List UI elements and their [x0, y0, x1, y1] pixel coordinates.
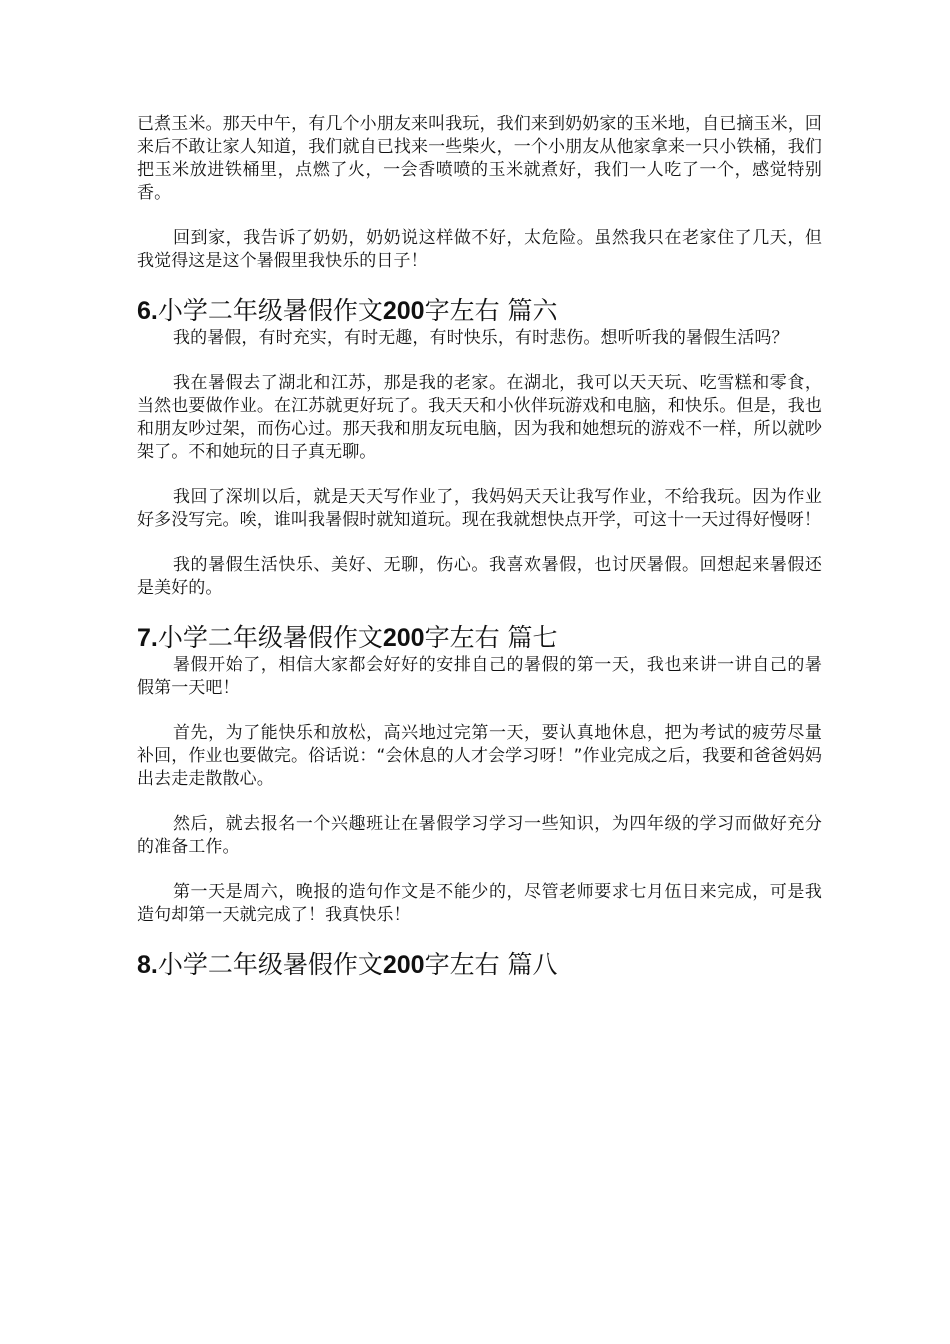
section-heading-7 [137, 622, 822, 654]
section-heading-6 [137, 295, 822, 327]
section-7-paragraph-4: 第一天是周六，晚报的造句作文是不能少的，尽管老师要求七月伍日来完成，可是我造句却第一天就完成了！我真快乐！ [137, 882, 822, 925]
section-count: 200 [382, 951, 425, 979]
section-title: 小学二年级暑假作文 [157, 296, 383, 325]
section-number: 6. [137, 297, 158, 325]
section-title: 小学二年级暑假作文 [157, 623, 383, 652]
section-heading-8 [137, 949, 822, 981]
section-count: 200 [382, 297, 425, 325]
section-number: 7. [137, 624, 158, 652]
section-title: 小学二年级暑假作文 [157, 950, 383, 979]
section-7-paragraph-2: 首先，为了能快乐和放松，高兴地过完第一天，要认真地休息，把为考试的疲劳尽量补回，作业也要做完。俗话说：“会休息的人才会学习呀！”作业完成之后，我要和爸爸妈妈出去走走散散心。 [137, 723, 822, 789]
document-content [137, 113, 822, 981]
section-number: 8. [137, 951, 158, 979]
section-suffix: 字左右 篇八 [424, 950, 558, 979]
section-suffix: 字左右 篇七 [424, 623, 558, 652]
intro-paragraph-2: 回到家，我告诉了奶奶，奶奶说这样做不好，太危险。虽然我只在老家住了几天，但我觉得这是这个暑假里我快乐的日子！ [137, 228, 822, 271]
intro-paragraph-1: 已煮玉米。那天中午，有几个小朋友来叫我玩，我们来到奶奶家的玉米地，自已摘玉米，回来后不敢让家人知道，我们就自已找来一些柴火，一个小朋友从他家拿来一只小铁桶，我们把玉米放进铁桶里，点燃了火，一会香喷喷的玉米就煮好，我们一人吃了一个，感觉特别香。 [137, 114, 822, 203]
section-7-paragraph-3: 然后，就去报名一个兴趣班让在暑假学习学习一些知识，为四年级的学习而做好充分的准备工作。 [137, 814, 822, 857]
section-6-paragraph-3: 我回了深圳以后，就是天天写作业了，我妈妈天天让我写作业，不给我玩。因为作业好多没写完。唉，谁叫我暑假时就知道玩。现在我就想快点开学，可这十一天过得好慢呀！ [137, 487, 822, 530]
section-6-paragraph-4: 我的暑假生活快乐、美好、无聊，伤心。我喜欢暑假，也讨厌暑假。回想起来暑假还是美好的。 [137, 555, 822, 598]
section-count: 200 [382, 624, 425, 652]
section-7-paragraph-1: 暑假开始了，相信大家都会好好的安排自己的暑假的第一天，我也来讲一讲自己的暑假第一天吧！ [137, 655, 822, 698]
section-6-paragraph-1: 我的暑假，有时充实，有时无趣，有时快乐，有时悲伤。想听听我的暑假生活吗？ [173, 328, 789, 348]
section-suffix: 字左右 篇六 [424, 296, 558, 325]
section-6-paragraph-2: 我在暑假去了湖北和江苏，那是我的老家。在湖北，我可以天天玩、吃雪糕和零食，当然也要做作业。在江苏就更好玩了。我天天和小伙伴玩游戏和电脑，和快乐。但是，我也和朋友吵过架，而伤心过。那天我和朋友玩电脑，因为我和她想玩的游戏不一样，所以就吵架了。不和她玩的日子真无聊。 [137, 373, 822, 462]
